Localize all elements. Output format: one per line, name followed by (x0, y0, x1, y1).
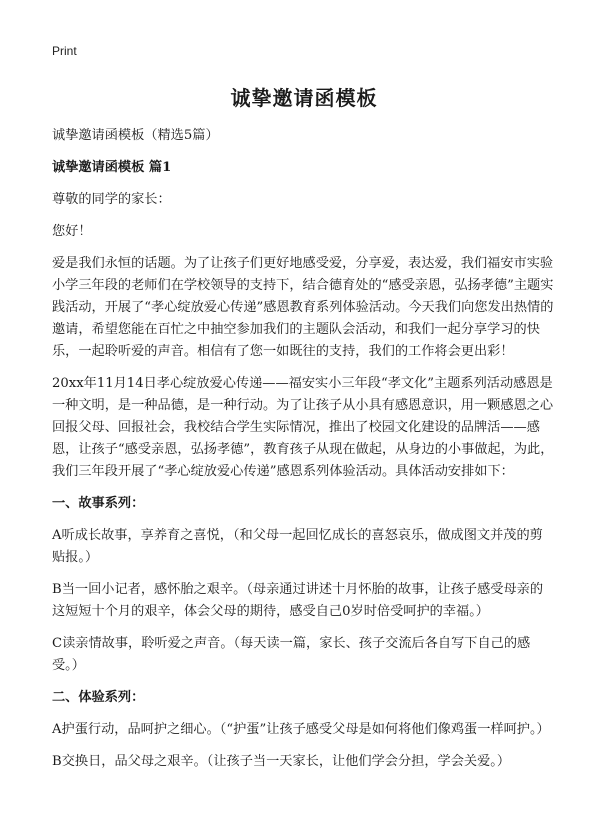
story-item: A听成长故事，享养育之喜悦，（和父母一起回忆成长的喜怒哀乐，做成图文并茂的剪贴报。） (52, 528, 543, 565)
heading-experience-series: 二、体验系列： (52, 690, 145, 705)
greeting: 您好！ (52, 224, 92, 239)
paragraph: 爱是我们永恒的话题。为了让孩子们更好地感受爱，分享爱，表达爱，我们福安市实验小学三年段的老师们在学校领导的支持下，结合德育处的“感受亲恩，弘扬孝德”主题实践活动，开展了“孝心绽放爱心传递”感恩教育系列体验活动。今天我们向您发出热情的邀请，希望您能在百忙之中抽空参加我们的主题队会活动，和我们一起分享学习的快乐，一起聆听爱的声音。相信有了您一如既往的支持，我们的工作将会更出彩！ (52, 256, 554, 359)
story-item: C读亲情故事，聆听爱之声音。（每天读一篇，家长、孩子交流后各自写下自己的感受。） (52, 636, 531, 673)
print-link[interactable]: Print (52, 44, 77, 58)
salutation: 尊敬的同学的家长： (52, 192, 171, 207)
section-title: 诚挚邀请函模板 篇1 (52, 160, 172, 175)
document-subtitle: 诚挚邀请函模板（精选5篇） (52, 128, 219, 143)
story-item: B当一回小记者，感怀胎之艰辛。（母亲通过讲述十月怀胎的故事，让孩子感受母亲的这短短十个月的艰辛，体会父母的期待，感受自己0岁时倍受呵护的幸福。） (52, 582, 544, 619)
paragraph: 20xx年11月14日孝心绽放爱心传递——福安实小三年段“孝文化”主题系列活动感恩是一种文明，是一种品德，是一种行动。为了让孩子从小具有感恩意识，用一颗感恩之心回报父母、回报社会，我校结合学生实际情况，推出了校园文化建设的品牌活——感恩，让孩子“感受亲恩，弘扬孝德”，教育孩子从现在做起，从身边的小事做起，为此，我们三年段开展了“孝心绽放爱心传递”感恩系列体验活动。具体活动安排如下： (52, 376, 554, 479)
experience-item: B交换日，品父母之艰辛。（让孩子当一天家长，让他们学会分担，学会关爱。） (52, 754, 511, 769)
page-title: 诚挚邀请函模板 (230, 86, 378, 110)
experience-item: A护蛋行动，品呵护之细心。（“护蛋”让孩子感受父母是如何将他们像鸡蛋一样呵护。） (52, 722, 550, 737)
heading-story-series: 一、故事系列： (52, 496, 145, 511)
